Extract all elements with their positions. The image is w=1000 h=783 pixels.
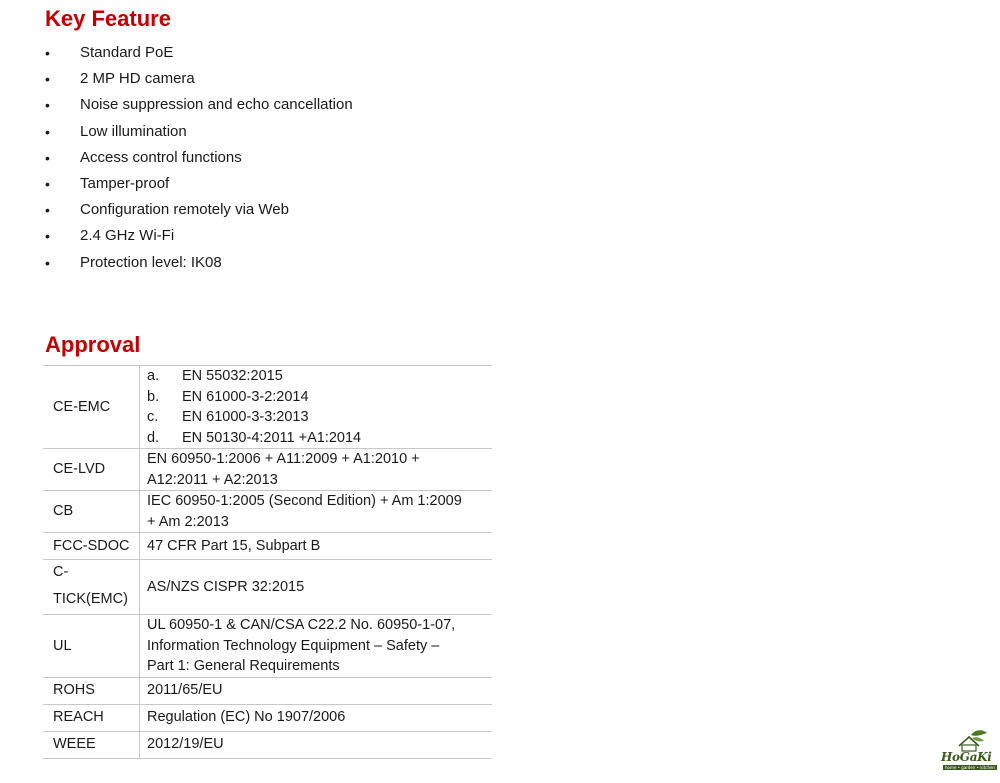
table-row bbox=[43, 677, 492, 704]
table-row bbox=[43, 491, 492, 533]
table-row bbox=[43, 533, 492, 560]
enum-text: EN 61000-3-2:2014 bbox=[182, 388, 309, 405]
list-item bbox=[45, 197, 353, 223]
bullet-icon: • bbox=[45, 71, 50, 88]
standard-value: 2011/65/EU bbox=[140, 677, 493, 704]
value-line: + Am 2:2013 bbox=[147, 513, 229, 530]
enum-item bbox=[147, 366, 484, 387]
enum-letter: d. bbox=[147, 429, 160, 446]
table-row bbox=[43, 560, 492, 615]
standard-value bbox=[140, 491, 493, 533]
standard-value: 2012/19/EU bbox=[140, 731, 493, 758]
standard-name: REACH bbox=[43, 704, 140, 731]
list-item bbox=[45, 66, 353, 92]
bullet-icon: • bbox=[45, 202, 50, 219]
logo-text: HoGaKi bbox=[941, 750, 992, 764]
value-line: A12:2011 + A2:2013 bbox=[147, 471, 278, 488]
value-line: UL 60950-1 & CAN/CSA C22.2 No. 60950-1-07, bbox=[147, 617, 456, 633]
logo-tagline: home • garden • kitchen bbox=[943, 765, 997, 770]
feature-text: Protection level: IK08 bbox=[80, 253, 222, 271]
list-item bbox=[45, 92, 353, 118]
enum-letter: b. bbox=[147, 388, 160, 405]
bullet-icon: • bbox=[45, 97, 50, 114]
bullet-icon: • bbox=[45, 254, 50, 271]
enum-item bbox=[147, 428, 484, 449]
bullet-icon: • bbox=[45, 123, 50, 140]
standard-name: UL bbox=[43, 615, 140, 678]
name-line: TICK(EMC) bbox=[53, 591, 128, 607]
feature-text: Standard PoE bbox=[80, 44, 174, 61]
enum-letter: c. bbox=[147, 409, 159, 425]
value-line: Information Technology Equipment – Safety – bbox=[147, 637, 440, 654]
standard-value bbox=[140, 449, 493, 491]
list-item bbox=[45, 250, 353, 276]
standard-name: CE-LVD bbox=[43, 449, 140, 491]
list-item bbox=[45, 171, 353, 197]
leaf-house-icon bbox=[941, 728, 997, 752]
standard-value: 47 CFR Part 15, Subpart B bbox=[140, 533, 493, 560]
standard-value: AS/NZS CISPR 32:2015 bbox=[140, 560, 493, 615]
feature-text: Access control functions bbox=[80, 148, 242, 166]
table-row bbox=[43, 449, 492, 491]
hogaki-logo bbox=[941, 728, 997, 772]
approval-heading: Approval bbox=[45, 332, 141, 357]
bullet-icon: • bbox=[45, 149, 50, 166]
list-item bbox=[45, 145, 353, 171]
standard-name: CB bbox=[43, 491, 140, 533]
feature-text: Configuration remotely via Web bbox=[80, 201, 289, 219]
standard-name: ROHS bbox=[43, 677, 140, 704]
table-row bbox=[43, 366, 492, 449]
bullet-icon: • bbox=[45, 228, 50, 245]
table-row bbox=[43, 731, 492, 758]
enum-text: EN 55032:2015 bbox=[182, 368, 283, 384]
table-row bbox=[43, 615, 492, 678]
value-line: IEC 60950-1:2005 (Second Edition) + Am 1:2009 bbox=[147, 493, 462, 509]
enum-text: EN 50130-4:2011 +A1:2014 bbox=[182, 429, 362, 446]
standard-value bbox=[140, 366, 493, 449]
value-line: EN 60950-1:2006 + A11:2009 + A1:2010 + bbox=[147, 451, 420, 467]
value-line: Part 1: General Requirements bbox=[147, 658, 340, 674]
standard-value: Regulation (EC) No 1907/2006 bbox=[140, 704, 493, 731]
enum-text: EN 61000-3-3:2013 bbox=[182, 409, 309, 425]
standard-name bbox=[43, 560, 140, 615]
feature-text: Low illumination bbox=[80, 122, 187, 140]
bullet-icon: • bbox=[45, 175, 50, 192]
feature-text: 2 MP HD camera bbox=[80, 70, 195, 88]
standard-name: FCC-SDOC bbox=[43, 533, 140, 560]
list-item bbox=[45, 119, 353, 145]
standard-name: CE-EMC bbox=[43, 366, 140, 449]
enum-item bbox=[147, 387, 484, 408]
enum-item bbox=[147, 407, 484, 428]
key-feature-list bbox=[45, 40, 353, 276]
feature-text: Tamper-proof bbox=[80, 174, 170, 192]
list-item bbox=[45, 223, 353, 249]
key-feature-heading: Key Feature bbox=[45, 6, 171, 31]
standard-value bbox=[140, 615, 493, 678]
name-line: C- bbox=[53, 564, 69, 580]
bullet-icon: • bbox=[45, 45, 50, 61]
table-row bbox=[43, 704, 492, 731]
approval-table bbox=[43, 365, 492, 759]
list-item bbox=[45, 40, 353, 66]
enum-letter: a. bbox=[147, 368, 160, 384]
standard-name: WEEE bbox=[43, 731, 140, 758]
feature-text: Noise suppression and echo cancellation bbox=[80, 96, 353, 114]
feature-text: 2.4 GHz Wi-Fi bbox=[80, 227, 175, 245]
